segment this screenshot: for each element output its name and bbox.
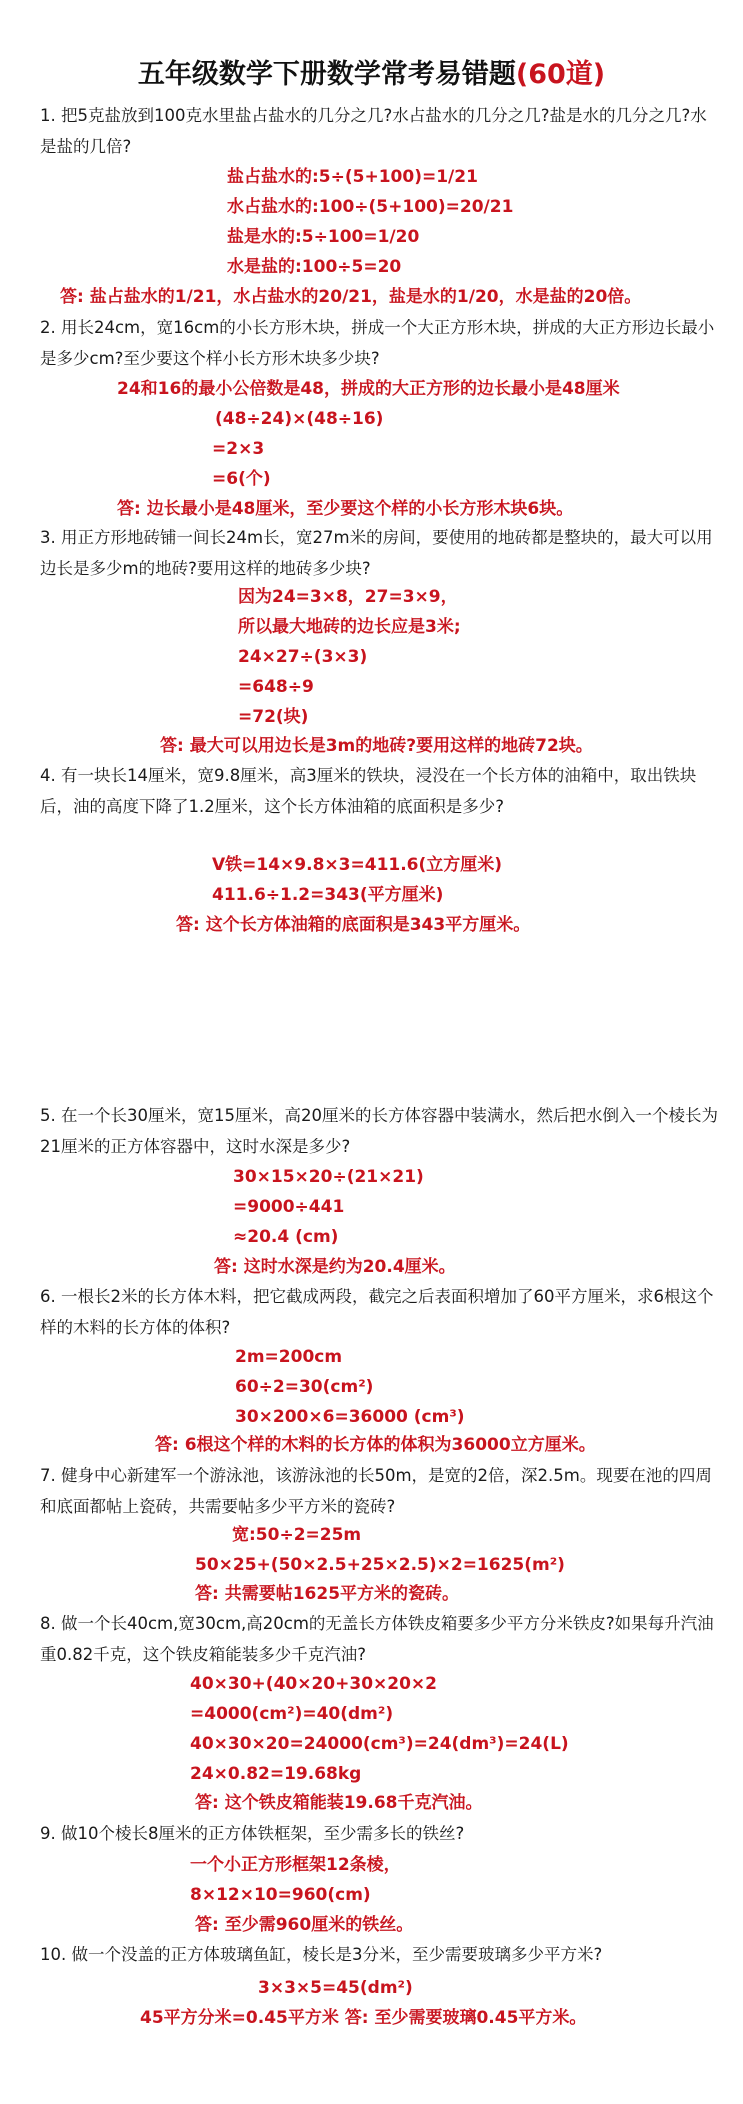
step-8-4: 24×0.82=19.68kg <box>190 1764 362 1784</box>
step-9-2: 8×12×10=960(cm) <box>190 1885 371 1905</box>
step-6-2: 60÷2=30(cm²) <box>235 1377 374 1397</box>
step-8-2: =4000(cm²)=40(dm²) <box>190 1704 394 1724</box>
title-text: 五年级数学下册数学常考易错题 <box>137 59 516 90</box>
step-4-2: 411.6÷1.2=343(平方厘米) <box>212 885 444 905</box>
step-1-4: 水是盐的:100÷5=20 <box>227 257 402 277</box>
answer-6: 答: 6根这个样的木料的长方体的体积为36000立方厘米。 <box>155 1435 596 1455</box>
question-4: 4. 有一块长14厘米，宽9.8厘米，高3厘米的铁块，浸没在一个长方体的油箱中，取出铁块后，油的高度下降了1.2厘米，这个长方体油箱的底面积是多少? <box>40 766 697 816</box>
answer-4: 答: 这个长方体油箱的底面积是343平方厘米。 <box>176 915 531 935</box>
step-8-3: 40×30×20=24000(cm³)=24(dm³)=24(L) <box>190 1734 569 1754</box>
step-8-1: 40×30+(40×20+30×20×2 <box>190 1674 438 1694</box>
step-7-2: 50×25+(50×2.5+25×2.5)×2=1625(m²) <box>195 1555 565 1575</box>
step-6-3: 30×200×6=36000 (cm³) <box>235 1407 465 1427</box>
step-7-1: 宽:50÷2=25m <box>232 1525 362 1545</box>
step-3-2: 所以最大地砖的边长应是3米; <box>238 617 461 637</box>
question-1: 1. 把5克盐放到100克水里盐占盐水的几分之几?水占盐水的几分之几?盐是水的几分之几?水是盐的几倍? <box>40 106 707 156</box>
answer-5: 答: 这时水深是约为20.4厘米。 <box>214 1257 456 1277</box>
step-2-1: 24和16的最小公倍数是48，拼成的大正方形的边长最小是48厘米 <box>117 379 620 399</box>
document-title <box>0 52 743 91</box>
answer-7: 答: 共需要帖1625平方米的瓷砖。 <box>195 1584 460 1604</box>
question-5: 5. 在一个长30厘米，宽15厘米，高20厘米的长方体容器中装满水，然后把水倒入一个棱长为21厘米的正方体容器中，这时水深是多少? <box>40 1106 718 1156</box>
step-6-1: 2m=200cm <box>235 1347 343 1367</box>
answer-2: 答: 边长最小是48厘米，至少要这个样的小长方形木块6块。 <box>117 499 574 519</box>
answer-1: 答: 盐占盐水的1/21，水占盐水的20/21，盐是水的1/20，水是盐的20倍。 <box>60 287 642 307</box>
question-3: 3. 用正方形地砖铺一间长24m长，宽27m米的房间，要使用的地砖都是整块的，最大可以用边长是多少m的地砖?要用这样的地砖多少块? <box>40 528 713 578</box>
question-2: 2. 用长24cm，宽16cm的小长方形木块，拼成一个大正方形木块，拼成的大正方形边长最小是多少cm?至少要这个样小长方形木块多少块? <box>40 318 715 368</box>
step-1-2: 水占盐水的:100÷(5+100)=20/21 <box>227 197 514 217</box>
step-4-1: V铁=14×9.8×3=411.6(立方厘米) <box>212 855 503 875</box>
step-3-1: 因为24=3×8，27=3×9， <box>238 587 458 607</box>
title-count: (60道) <box>515 59 606 90</box>
step-1-3: 盐是水的:5÷100=1/20 <box>227 227 420 247</box>
step-9-1: 一个小正方形框架12条棱， <box>190 1855 401 1875</box>
step-2-2: (48÷24)×(48÷16) <box>215 409 384 429</box>
question-9: 9. 做10个棱长8厘米的正方体铁框架，至少需多长的铁丝? <box>40 1824 465 1843</box>
step-5-1: 30×15×20÷(21×21) <box>233 1167 424 1187</box>
answer-3: 答: 最大可以用边长是3m的地砖?要用这样的地砖72块。 <box>160 736 593 756</box>
step-5-2: =9000÷441 <box>233 1197 345 1217</box>
answer-10: 45平方分米=0.45平方米 答: 至少需要玻璃0.45平方米。 <box>140 2008 587 2028</box>
question-7: 7. 健身中心新建军一个游泳池，该游泳池的长50m，是宽的2倍，深2.5m。现要在池的四周和底面都帖上瓷砖，共需要帖多少平方米的瓷砖? <box>40 1466 712 1516</box>
step-2-4: =6(个) <box>212 469 271 489</box>
step-2-3: =2×3 <box>212 439 265 459</box>
question-6: 6. 一根长2米的长方体木料，把它截成两段，截完之后表面积增加了60平方厘米，求6根这个样的木料的长方体的体积? <box>40 1287 714 1337</box>
step-5-3: ≈20.4 (cm) <box>233 1227 339 1247</box>
question-10: 10. 做一个没盖的正方体玻璃鱼缸，棱长是3分米，至少需要玻璃多少平方米? <box>40 1945 603 1964</box>
answer-9: 答: 至少需960厘米的铁丝。 <box>195 1915 414 1935</box>
step-1-1: 盐占盐水的:5÷(5+100)=1/21 <box>227 167 478 187</box>
step-3-4: =648÷9 <box>238 677 314 697</box>
step-3-5: =72(块) <box>238 707 309 727</box>
answer-8: 答: 这个铁皮箱能装19.68千克汽油。 <box>195 1793 483 1813</box>
question-8: 8. 做一个长40cm,宽30cm,高20cm的无盖长方体铁皮箱要多少平方分米铁皮?如果每升汽油重0.82千克，这个铁皮箱能装多少千克汽油? <box>40 1614 714 1664</box>
step-10-1: 3×3×5=45(dm²) <box>258 1978 413 1998</box>
step-3-3: 24×27÷(3×3) <box>238 647 368 667</box>
